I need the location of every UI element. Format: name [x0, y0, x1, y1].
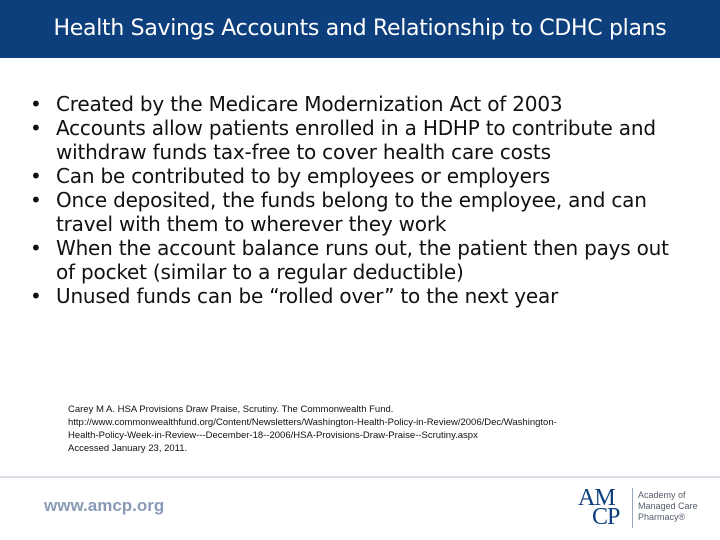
bullet-item: • Once deposited, the funds belong to the employee, and can travel with them to wherever they work — [30, 188, 690, 236]
citation-link[interactable]: http://www.commonwealthfund.org/Content/Newsletters/Washington-Health-Policy-in-Review/2006/Dec/Washington- — [68, 417, 557, 428]
slide-title: Health Savings Accounts and Relationship to CDHC plans — [0, 0, 720, 58]
logo-text — [638, 490, 698, 523]
citation-line: Carey M A. HSA Provisions Draw Praise, Scrutiny. The Commonwealth Fund. — [68, 404, 394, 415]
citation — [68, 403, 668, 455]
citation-line: Accessed January 23, 2011. — [68, 443, 188, 454]
logo-letters-top: AM — [578, 485, 615, 511]
bullet-item: • When the account balance runs out, the patient then pays out of pocket (similar to a regular deductible) — [30, 236, 690, 284]
logo-separator — [632, 488, 633, 528]
bullet-item: • Created by the Medicare Modernization Act of 2003 — [30, 92, 690, 116]
logo-letters-bottom: CP — [592, 504, 620, 530]
bullet-item: • Accounts allow patients enrolled in a HDHP to contribute and withdraw funds tax-free to cover health care costs — [30, 116, 690, 164]
amcp-logo — [578, 484, 708, 532]
bullet-item: • Unused funds can be “rolled over” to the next year — [30, 284, 690, 308]
footer-divider — [0, 476, 720, 478]
citation-link[interactable]: Health-Policy-Week-in-Review---December-18--2006/HSA-Provisions-Draw-Praise--Scrutiny.aspx — [68, 430, 478, 441]
footer-url-link[interactable]: www.amcp.org — [44, 496, 165, 515]
logo-text-line: Academy of — [638, 490, 686, 500]
bullet-list — [30, 92, 690, 308]
logo-text-line: Pharmacy® — [638, 512, 686, 522]
logo-text-line: Managed Care — [638, 501, 698, 511]
bullet-item: • Can be contributed to by employees or employers — [30, 164, 690, 188]
amcp-logo-mark — [578, 484, 630, 532]
